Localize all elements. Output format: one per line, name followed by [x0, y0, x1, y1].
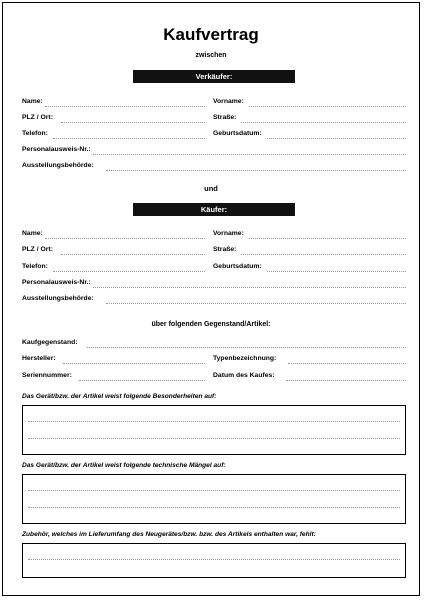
seller-zip-city-field[interactable]: [61, 122, 205, 123]
seller-authority-field[interactable]: [106, 170, 406, 171]
buyer-authority-label: Ausstellungsbehörde:: [22, 295, 94, 302]
buyer-name-field[interactable]: [45, 238, 205, 239]
buyer-id-label: Personalausweis-Nr.:: [22, 279, 91, 286]
item-object-field[interactable]: [87, 347, 406, 348]
buyer-birthdate-field[interactable]: [267, 271, 406, 272]
seller-birthdate-field[interactable]: [267, 138, 406, 139]
features-box[interactable]: [22, 405, 406, 455]
seller-birthdate-label: Geburtsdatum:: [213, 130, 262, 137]
accessories-line: [28, 559, 400, 560]
features-line: [28, 421, 400, 422]
seller-name-label: Name:: [22, 98, 43, 105]
buyer-heading-bar: Käufer:: [133, 203, 295, 216]
item-object-label: Kaufgegenstand:: [22, 339, 78, 346]
buyer-zip-city-field[interactable]: [61, 254, 205, 255]
seller-street-field[interactable]: [241, 122, 406, 123]
buyer-phone-label: Telefon:: [22, 263, 48, 270]
defects-label: Das Gerät/bzw. der Artikel weist folgende technische Mängel auf:: [22, 462, 226, 469]
item-type-label: Typenbezeichnung:: [213, 355, 277, 362]
features-label: Das Gerät/bzw. der Artikel weist folgende Besonderheiten auf:: [22, 393, 217, 400]
buyer-name-label: Name:: [22, 230, 43, 237]
seller-firstname-label: Vorname:: [213, 98, 244, 105]
buyer-phone-field[interactable]: [53, 271, 205, 272]
item-manufacturer-field[interactable]: [63, 363, 205, 364]
buyer-firstname-label: Vorname:: [213, 230, 244, 237]
seller-phone-label: Telefon:: [22, 130, 48, 137]
accessories-box[interactable]: [22, 543, 406, 578]
item-purchase-date-field[interactable]: [286, 380, 406, 381]
buyer-id-field[interactable]: [93, 287, 406, 288]
item-type-field[interactable]: [288, 363, 406, 364]
seller-authority-label: Ausstellungsbehörde:: [22, 162, 94, 169]
document-subtitle: zwischen: [195, 52, 227, 59]
item-purchase-date-label: Datum des Kaufes:: [213, 372, 275, 379]
item-serial-label: Seriennummer:: [22, 372, 72, 379]
defects-line: [28, 490, 400, 491]
seller-name-field[interactable]: [45, 106, 205, 107]
seller-id-field[interactable]: [93, 154, 406, 155]
seller-zip-city-label: PLZ / Ort:: [22, 114, 53, 121]
seller-phone-field[interactable]: [53, 138, 205, 139]
buyer-firstname-field[interactable]: [249, 238, 406, 239]
buyer-street-label: Straße:: [213, 246, 237, 253]
defects-box[interactable]: [22, 474, 406, 524]
and-label: und: [204, 184, 218, 193]
seller-id-label: Personalausweis-Nr.:: [22, 146, 91, 153]
document-title: Kaufvertrag: [163, 25, 259, 44]
buyer-street-field[interactable]: [241, 254, 406, 255]
item-heading: über folgenden Gegenstand/Artikel:: [151, 321, 271, 328]
buyer-birthdate-label: Geburtsdatum:: [213, 263, 262, 270]
item-manufacturer-label: Hersteller:: [22, 355, 56, 362]
seller-heading-bar: Verkäufer:: [133, 70, 295, 83]
item-serial-field[interactable]: [79, 380, 205, 381]
buyer-authority-field[interactable]: [106, 303, 406, 304]
buyer-zip-city-label: PLZ / Ort:: [22, 246, 53, 253]
seller-street-label: Straße:: [213, 114, 237, 121]
features-line: [28, 438, 400, 439]
contract-page: [2, 2, 420, 596]
defects-line: [28, 507, 400, 508]
accessories-label: Zubehör, welches im Lieferumfang des Neugerätes/bzw. bzw. des Artikels enthalten war, fehlt:: [22, 531, 316, 538]
seller-firstname-field[interactable]: [249, 106, 406, 107]
